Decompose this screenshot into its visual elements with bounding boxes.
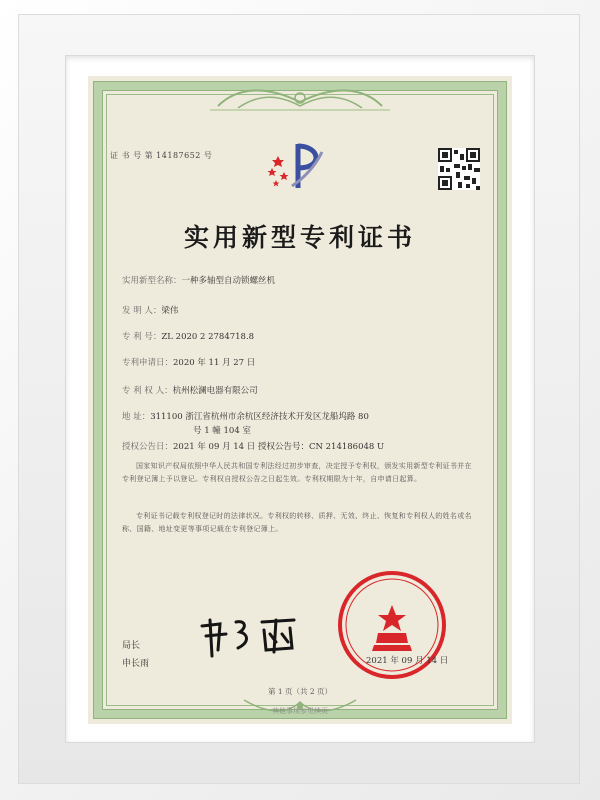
certificate-paper	[88, 76, 512, 724]
field-label: 专 利 号：	[122, 332, 162, 342]
field-address	[122, 410, 369, 422]
field-value: ZL 2020 2 2784718.8	[161, 332, 255, 342]
field-value: 杭州松澜电器有限公司	[172, 386, 258, 396]
field-label: 专利申请日：	[122, 358, 174, 368]
field-label: 发 明 人：	[122, 306, 162, 316]
top-ornament-icon	[208, 84, 392, 114]
certificate-title: 实用新型专利证书	[183, 223, 416, 252]
field-inventor	[122, 304, 178, 316]
signature-icon	[196, 606, 308, 662]
field-utility-model-name	[122, 274, 275, 286]
field-value: 311100 浙江省杭州市余杭区经济技术开发区龙船坞路 80	[150, 412, 369, 422]
field-value: 梁伟	[161, 306, 179, 316]
address-line-2: 号 1 幢 104 室	[193, 426, 251, 436]
body-paragraph-1: 国家知识产权局依照中华人民共和国专利法经过初步审查，决定授予专利权，颁发实用新型专利证书并在专利登记簿上予以登记。专利权自授权公告之日起生效。专利权期限为十年，自申请日起算。	[122, 462, 472, 483]
field-label: 专 利 权 人：	[122, 386, 173, 396]
field-label: 授权公告日：	[122, 442, 174, 452]
certificate-number: 证 书 号 第 14187652 号	[110, 151, 213, 160]
field-value: 2021 年 09 月 14 日 授权公告号：CN 214186048 U	[173, 442, 385, 452]
field-patent-number	[122, 330, 254, 342]
patent-logo-icon	[264, 138, 328, 194]
field-value: 一种多轴型自动锁螺丝机	[181, 276, 276, 286]
bottom-text: 其他事项参见续页	[272, 707, 328, 715]
field-value: 2020 年 11 月 27 日	[173, 358, 256, 368]
page-number: 第 1 页（共 2 页）	[267, 687, 333, 696]
field-label: 实用新型名称：	[122, 276, 182, 286]
chief-name: 申长雨	[122, 659, 150, 669]
field-patentee	[122, 384, 258, 396]
chief-title: 局长	[122, 641, 141, 651]
body-paragraph-2: 专利证书记载专利权登记时的法律状况。专利权的转移、质押、无效、终止、恢复和专利权人的姓名或名称、国籍、地址变更等事项记载在专利登记簿上。	[122, 512, 472, 533]
seal-date: 2021 年 09 月 14 日	[366, 656, 449, 666]
field-grant-date	[122, 440, 384, 452]
qr-code-icon	[438, 148, 480, 190]
field-application-date	[122, 356, 255, 368]
field-label: 地 址：	[122, 412, 151, 422]
